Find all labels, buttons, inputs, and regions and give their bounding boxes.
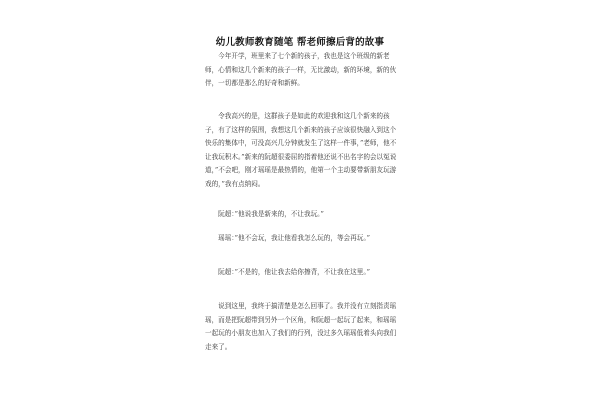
paragraph-intro: 今年开学，班里来了七个新的孩子，我也是这个班级的新老 师，心情和这几个新来的孩子一样，无比激动，新的环境，新的伙 伴，一切都是那么的好奇和新鲜。 [205,52,397,87]
paragraph-dialogue-ruan-2: 阮超：”不是的，他让我去给你擦背，不让我在这里。” [205,268,370,276]
paragraph-dialogue-ruan-1: 阮超：”他说我是新来的，不让我玩。” [205,210,324,218]
paragraph-incident: 令我高兴的是，这群孩子是如此的欢迎我和这几个新来的孩 子，有了这样的氛围，我想这几个新来的孩子应该很快融入到这个 快乐的集体中，可没高兴几分钟就发生了这样一件事，”老师，他不 让我玩积木。”新来的阮超很委屈的指着他还说不出名字的会以冤说 道，”不会吧，刚才瑶瑶是最热情的，他第一个主动要带新朋友玩游 戏的，”我有点纳闷。 [205,112,397,188]
document-title: 幼儿教师教育随笔 帮老师擦后背的故事 [215,37,385,48]
paragraph-dialogue-yaoyao: 瑶瑶：”他不会玩，我让他看我怎么玩的，等会再玩。” [205,234,370,242]
paragraph-resolution: 说到这里，我终于搞清楚是怎么回事了。我并没有立刻指责瑶 瑶，而是把阮超带到另外一个区角，和阮超一起玩了起来，和瑶瑶 一起玩的小朋友也加入了我们的行列，没过多久瑶瑶低着头向我们 走来了。 [205,302,397,351]
